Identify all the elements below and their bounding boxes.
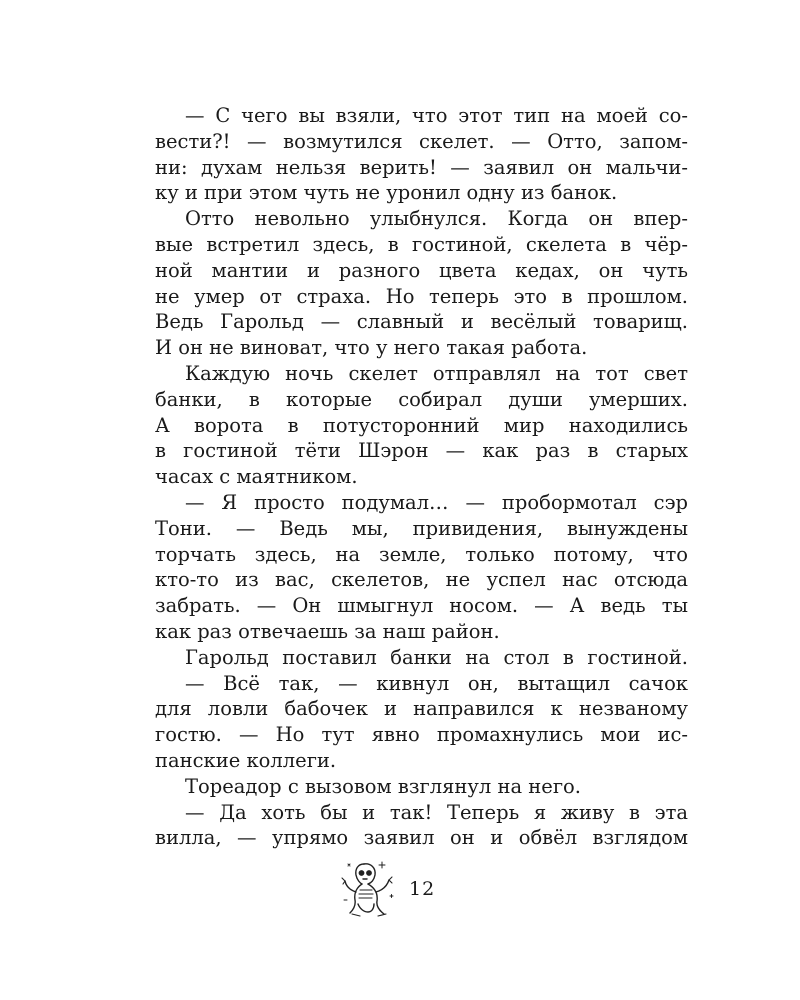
text-line: Ведь Гарольд — славный и весёлый товарищ. bbox=[155, 310, 688, 334]
text-line: Каждую ночь скелет отправлял на тот свет bbox=[185, 361, 688, 385]
text-line: Отто невольно улыбнулся. Когда он впер- bbox=[185, 207, 688, 231]
text-line: ни: духам нельзя верить! — заявил он мальчи- bbox=[155, 155, 688, 179]
text-line: ной мантии и разного цвета кедах, он чуть bbox=[155, 258, 688, 282]
text-line: для ловли бабочек и направился к незваному bbox=[155, 697, 688, 721]
text-line: — Всё так, — кивнул он, вытащил сачок bbox=[185, 671, 688, 695]
text-line: банки, в которые собирал души умерших. bbox=[155, 387, 688, 411]
skeleton-ghost-vignette-icon bbox=[340, 856, 398, 918]
text-line: — С чего вы взяли, что этот тип на моей со- bbox=[185, 104, 688, 127]
text-line: вые встретил здесь, в гостиной, скелета в чёр- bbox=[155, 232, 688, 256]
text-line: ку и при этом чуть не уронил одну из банок. bbox=[155, 181, 618, 205]
text-line: забрать. — Он шмыгнул носом. — А ведь ты bbox=[155, 594, 688, 618]
text-line: А ворота в потусторонний мир находились bbox=[155, 413, 688, 437]
text-line: Тореадор с вызовом взглянул на него. bbox=[185, 774, 581, 798]
text-line: Гарольд поставил банки на стол в гостиной. bbox=[185, 645, 688, 669]
text-line: кто-то из вас, скелетов, не успел нас отсюда bbox=[155, 568, 688, 592]
text-line: панские коллеги. bbox=[155, 748, 337, 772]
text-line: торчать здесь, на земле, только потому, что bbox=[155, 542, 688, 566]
text-line: — Да хоть бы и так! Теперь я живу в эта bbox=[185, 800, 688, 824]
text-line: вилла, — упрямо заявил он и обвёл взглядом bbox=[155, 826, 688, 850]
text-line: в гостиной тёти Шэрон — как раз в старых bbox=[155, 439, 688, 463]
text-line: как раз отвечаешь за наш район. bbox=[155, 619, 500, 643]
body-text bbox=[155, 103, 688, 851]
page-footer bbox=[340, 856, 480, 920]
text-line: гостю. — Но тут явно промахнулись мои ис- bbox=[155, 723, 688, 747]
text-line: не умер от страха. Но теперь это в прошлом. bbox=[155, 284, 688, 308]
page-number: 12 bbox=[409, 878, 436, 900]
text-line: часах с маятником. bbox=[155, 465, 358, 489]
text-line: вести?! — возмутился скелет. — Отто, запом- bbox=[155, 129, 688, 153]
text-line: И он не виноват, что у него такая работа. bbox=[155, 336, 588, 360]
text-line: — Я просто подумал… — пробормотал сэр bbox=[185, 490, 688, 514]
text-line: Тони. — Ведь мы, привидения, вынуждены bbox=[155, 516, 688, 540]
